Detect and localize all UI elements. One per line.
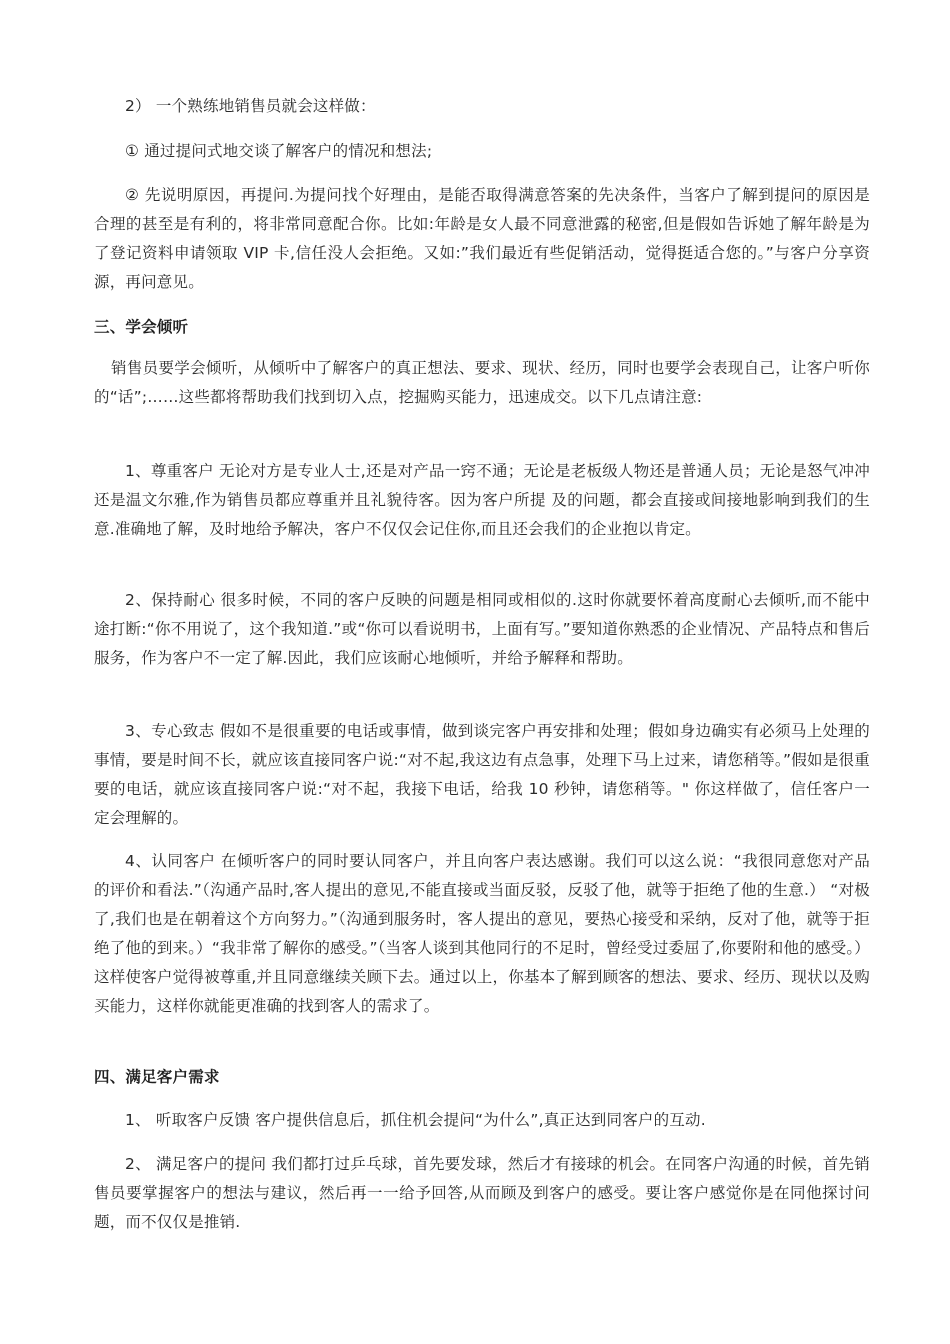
paragraph-agree-customer: 4、认同客户 在倾听客户的同时要认同客户，并且向客户表达感谢。我们可以这么说：“我很同意您对产品的评价和看法.”（沟通产品时,客人提出的意见,不能直接或当面反驳，反驳了他，就等于拒绝了他的生意.） “对极了,我们也是在朝着这个方向努力。”（沟通到服务时，客人提出的意见，要热心接受和采纳，反对了他，就等于拒绝了他的到来。）“我非常了解你的感受。”（当客人谈到其他同行的不足时，曾经受过委屈了,你要附和他的感受。）这样使客户觉得被尊重,并且同意继续关顾下去。通过以上，你基本了解到顾客的想法、要求、经历、现状以及购买能力，这样你就能更准确的找到客人的需求了。 <box>94 852 870 1015</box>
paragraph-listen-intro: 销售员要学会倾听，从倾听中了解客户的真正想法、要求、现状、经历，同时也要学会表现自己，让客户听你的“话”;……这些都将帮助我们找到切入点，挖掘购买能力，迅速成交。以下几点请注意: <box>94 359 870 406</box>
section-heading-satisfy: 四、满足客户需求 <box>94 1068 220 1086</box>
paragraph-bullet-2: ② 先说明原因，再提问.为提问找个好理由，是能否取得满意答案的先决条件，当客户了解到提问的原因是合理的甚至是有利的，将非常同意配合你。比如:年龄是女人最不同意泄露的秘密,但是假如告诉她了解年龄是为了登记资料申请领取 VIP 卡,信任没人会拒绝。又如:”我们最近有些促销活动，觉得挺适合您的。”与客户分享资源，再问意见。 <box>94 186 870 291</box>
section-heading-listen: 三、学会倾听 <box>94 318 189 336</box>
paragraph-feedback: 1、 听取客户反馈 客户提供信息后，抓住机会提问“为什么”,真正达到同客户的互动. <box>125 1111 706 1129</box>
paragraph-respect-customer: 1、尊重客户 无论对方是专业人士,还是对产品一窍不通；无论是老板级人物还是普通人员；无论是怒气冲冲还是温文尔雅,作为销售员都应尊重并且礼貌待客。因为客户所提 及的问题，都会直接或间接地影响到我们的生意.准确地了解，及时地给予解决，客户不仅仅会记住你,而且还会我们的企业抱以肯定。 <box>94 462 870 538</box>
paragraph-answer-questions: 2、 满足客户的提问 我们都打过乒乓球，首先要发球，然后才有接球的机会。在同客户沟通的时候，首先销售员要掌握客户的想法与建议，然后再一一给予回答,从而顾及到客户的感受。要让客户感觉你是在同他探讨问题，而不仅仅是推销. <box>94 1155 870 1231</box>
paragraph-keep-patience: 2、保持耐心 很多时候，不同的客户反映的问题是相同或相似的.这时你就要怀着高度耐心去倾听,而不能中途打断:“你不用说了，这个我知道.”或“你可以看说明书，上面有写。”要知道你熟悉的企业情况、产品特点和售后服务，作为客户不一定了解.因此，我们应该耐心地倾听，并给予解释和帮助。 <box>94 591 870 667</box>
paragraph-step-2: 2） 一个熟练地销售员就会这样做： <box>125 97 376 115</box>
paragraph-focus: 3、专心致志 假如不是很重要的电话或事情，做到谈完客户再安排和处理；假如身边确实有必须马上处理的事情，要是时间不长，就应该直接同客户说:“对不起,我这边有点急事，处理下马上过来，请您稍等。”假如是很重要的电话，就应该直接同客户说:“对不起，我接下电话，给我 10 秒钟，请您稍等。" 你这样做了，信任客户一定会理解的。 <box>94 722 870 827</box>
paragraph-bullet-1: ① 通过提问式地交谈了解客户的情况和想法; <box>125 142 433 160</box>
